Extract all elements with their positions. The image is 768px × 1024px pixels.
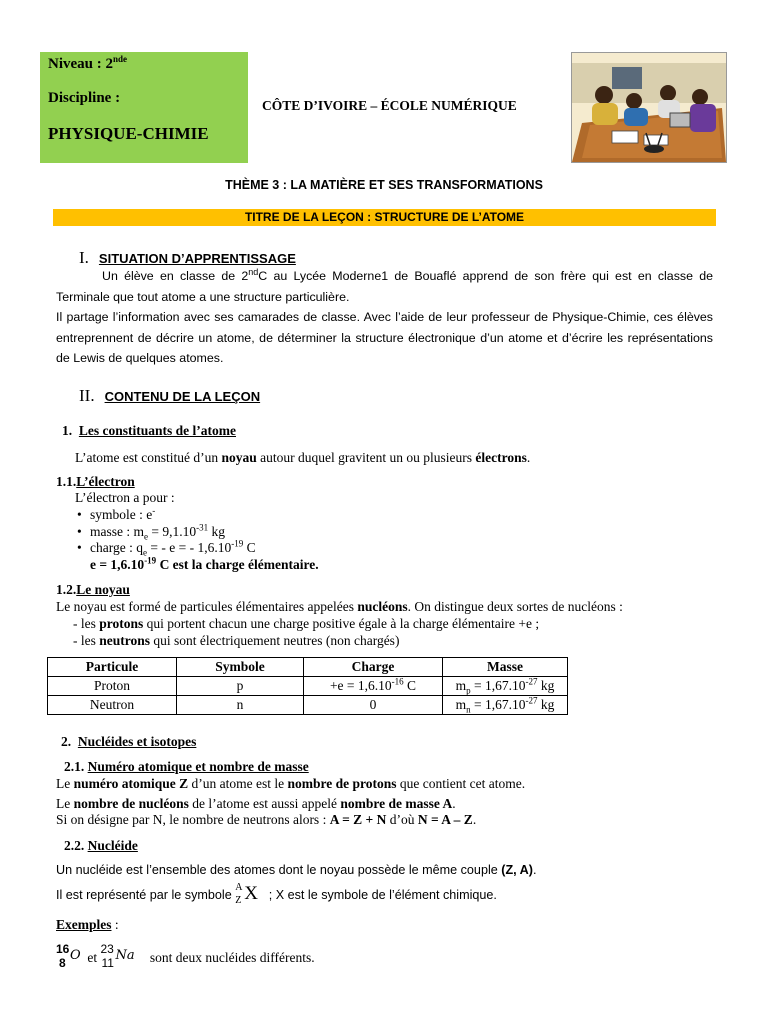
classroom-illustration	[571, 52, 727, 163]
section-2-heading: II. CONTENU DE LA LEÇON	[79, 386, 261, 405]
section-1-heading: I. SITUATION D’APPRENTISSAGE	[79, 248, 296, 267]
nucleus-heading: 1.2.Le noyau	[56, 582, 130, 597]
nuclide-examples: 16 8 O et 23 11 Na sont deux nucléides différents.	[56, 943, 315, 973]
particles-table	[47, 657, 568, 715]
column-header: Masse	[443, 658, 568, 677]
sodium-nuclide: 23 11 Na	[100, 942, 135, 970]
situation-paragraph-1: Un élève en classe de 2ndC au Lycée Moderne1 de Bouaflé apprend de son frère qui est en classe de Terminale que tout atome a une structure particulière.	[56, 266, 713, 304]
protons-line: - les protons qui portent chacun une charge positive égale à la charge élémentaire +e ;	[73, 616, 540, 631]
oxygen-nuclide: 16 8 O	[56, 942, 81, 970]
nuclide-symbol-line: Il est représenté par le symbole A Z X ; X est le symbole de l’élément chimique.	[56, 882, 497, 906]
school-title: CÔTE D’IVOIRE – ÉCOLE NUMÉRIQUE	[262, 98, 517, 113]
header-level-box	[40, 52, 248, 163]
column-header: Charge	[304, 658, 443, 677]
electron-heading: 1.1.L’électron	[56, 474, 135, 489]
elementary-charge: $e = 1,6.10^{-19}$ C est la charge élémentaire.	[90, 555, 319, 572]
level-label: Niveau : 2nde	[48, 54, 128, 72]
lesson-title-bar: TITRE DE LA LEÇON : STRUCTURE DE L’ATOME	[53, 209, 716, 226]
part-2-heading: 2. Nucléides et isotopes	[61, 734, 197, 749]
list-item: • symbole : e-	[74, 507, 256, 524]
section-2-1-heading: 2.1. Numéro atomique et nombre de masse	[64, 759, 309, 774]
table-row	[48, 677, 568, 696]
nuclide-symbol: A Z X	[235, 882, 258, 906]
table-header-row	[48, 658, 568, 677]
column-header: Symbole	[177, 658, 304, 677]
electron-intro: L’électron a pour :	[75, 490, 175, 505]
table-cell: $m_p = 1,67.10^{-27}$ kg	[443, 677, 568, 696]
table-cell: n	[177, 696, 304, 715]
list-item: • charge : $q_e$ = - e = - $1,6.10^{-19}$ C	[74, 540, 256, 557]
nucleus-intro: Le noyau est formé de particules élémentaires appelées nucléons. On distingue deux sortes de nucléons :	[56, 599, 623, 614]
atomic-number-definition: Le numéro atomique Z d’un atome est le nombre de protons que contient cet atome.	[56, 776, 526, 791]
subject-label: PHYSIQUE-CHIMIE	[48, 124, 209, 143]
column-header: Particule	[48, 658, 177, 677]
table-cell: Neutron	[48, 696, 177, 715]
table-cell: 0	[304, 696, 443, 715]
table-cell: $m_n = 1,67.10^{-27}$ kg	[443, 696, 568, 715]
list-item: • masse : $m_e = 9,1.10^{-31}$ kg	[74, 524, 256, 541]
situation-paragraph-2: Il partage l’information avec ses camarades de classe. Avec l’aide de leur professeur de Physique-Chimie, ces élèves entreprennent de décrire un atome, de déterminer la structure électronique d’un atome et d’écrire les représentations de Lewis de quelques atomes.	[56, 310, 713, 365]
discipline-label: Discipline :	[48, 90, 121, 106]
table-cell: p	[177, 677, 304, 696]
theme-title: THÈME 3 : LA MATIÈRE ET SES TRANSFORMATIONS	[225, 178, 543, 192]
mass-number-definition: Le nombre de nucléons de l’atome est aussi appelé nombre de masse A.	[56, 796, 456, 811]
part-1-heading: 1. Les constituants de l’atome	[62, 423, 236, 438]
table-cell: $+e = 1,6.10^{-16}$ C	[304, 677, 443, 696]
table-cell: Proton	[48, 677, 177, 696]
atom-intro: L’atome est constitué d’un noyau autour duquel gravitent un ou plusieurs électrons.	[75, 450, 531, 465]
table-row	[48, 696, 568, 715]
neutron-number-formula: Si on désigne par N, le nombre de neutrons alors : A = Z + N d’où N = A – Z.	[56, 812, 477, 827]
nuclide-definition: Un nucléide est l’ensemble des atomes dont le noyau possède le même couple (Z, A).	[56, 863, 537, 877]
section-2-2-heading: 2.2. Nucléide	[64, 838, 138, 853]
neutrons-line: - les neutrons qui sont électriquement neutres (non chargés)	[73, 633, 400, 648]
electron-properties-list	[74, 507, 256, 557]
examples-heading: Exemples :	[56, 917, 119, 932]
